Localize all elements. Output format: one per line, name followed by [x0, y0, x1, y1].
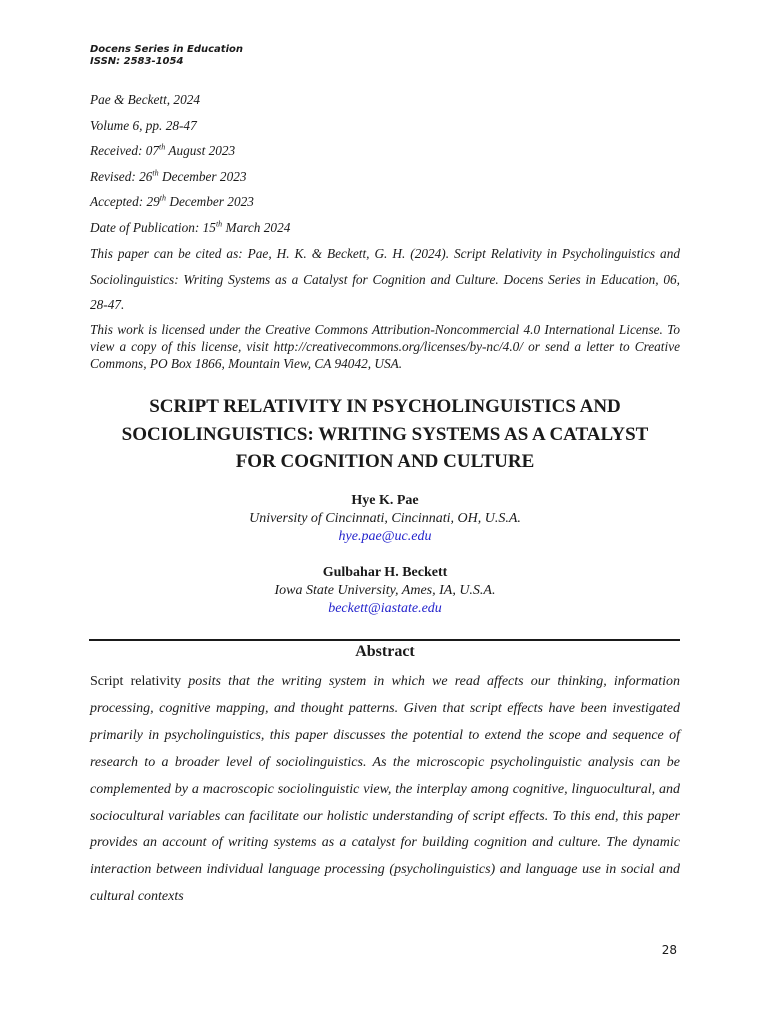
author-block-1 — [90, 492, 680, 546]
abstract-text: posits that the writing system in which we read affects our thinking, information processing, cognitive mapping, and thought patterns. Given that script effects have been investigated primarily in psycholinguistics, this paper discusses the potential to extend the scope and sequence of research to a broader level of sociolinguistics. As the microscopic psycholinguistic analysis can be complemented by a macroscopic sociolinguistic view, the interplay among cognitive, linguocultural, and sociocultural variables can facilitate our holistic understanding of script effects. To this end, this paper provides an account of writing systems as a catalyst for building cognition and culture. The dynamic interaction between individual language processing (psycholinguistics) and language use in social and cultural contexts — [90, 674, 681, 905]
received-date-suffix: August 2023 — [165, 143, 236, 159]
paper-title-line-1: SCRIPT RELATIVITY IN PSYCHOLINGUISTICS AND — [149, 396, 621, 417]
journal-name: Docens Series in Education — [90, 44, 244, 55]
article-metadata — [90, 90, 680, 373]
volume-pages: Volume 6, pp. 28-47 — [90, 117, 197, 133]
accepted-date-suffix: December 2023 — [166, 194, 254, 210]
revised-date-prefix: Revised: 26 — [90, 168, 153, 184]
abstract-body — [90, 669, 680, 911]
journal-issn: ISSN: 2583-1054 — [90, 56, 184, 67]
citation-text: This paper can be cited as: Pae, H. K. & Beckett, G. H. (2024). Script Relativity in Psycholinguistics and Sociolinguistics: Writing Systems as a Catalyst for Cognition and Culture. Docens Series in Education, 06, 28-47. — [90, 246, 680, 313]
received-date-prefix: Received: 07 — [90, 143, 160, 159]
author-name: Hye K. Pae — [351, 493, 419, 508]
publication-date-suffix: March 2024 — [222, 219, 291, 235]
received-date-sup: th — [159, 142, 166, 152]
author-block-2 — [90, 564, 680, 618]
abstract-heading: Abstract — [355, 643, 415, 660]
abstract-lead-term: Script relativity — [90, 674, 189, 689]
author-email-link[interactable]: hye.pae@uc.edu — [338, 529, 432, 544]
revised-date-sup: th — [152, 168, 159, 178]
author-name: Gulbahar H. Beckett — [322, 565, 448, 580]
section-divider — [89, 639, 680, 641]
paper-title — [90, 393, 680, 476]
publication-date-sup: th — [215, 219, 223, 229]
accepted-date — [90, 192, 680, 218]
journal-header — [90, 44, 243, 68]
paper-title-line-3: FOR COGNITION AND CULTURE — [235, 451, 535, 472]
paper-title-line-2: SOCIOLINGUISTICS: WRITING SYSTEMS AS A CATALYST — [121, 423, 649, 445]
page-number: 28 — [661, 943, 677, 957]
author-affiliation: Iowa State University, Ames, IA, U.S.A. — [274, 583, 496, 598]
author-affiliation: University of Cincinnati, Cincinnati, OH, U.S.A. — [249, 511, 521, 526]
publication-date-prefix: Date of Publication: 15 — [90, 219, 216, 235]
accepted-date-prefix: Accepted: 29 — [90, 194, 160, 210]
revised-date — [90, 167, 680, 193]
publication-date — [90, 218, 680, 244]
authors-short: Pae & Beckett, 2024 — [90, 92, 201, 107]
license-text: This work is licensed under the Creative Commons Attribution-Noncommercial 4.0 International License. To view a copy of this license, visit http://creativecommons.org/licenses/by-nc/4.0/ or send a letter to Creative Commons, PO Box 1866, Mountain View, CA 94042, USA. — [90, 321, 680, 372]
author-email-link[interactable]: beckett@iastate.edu — [328, 601, 442, 616]
revised-date-suffix: December 2023 — [158, 168, 247, 184]
accepted-date-sup: th — [159, 193, 167, 203]
received-date — [90, 141, 680, 167]
